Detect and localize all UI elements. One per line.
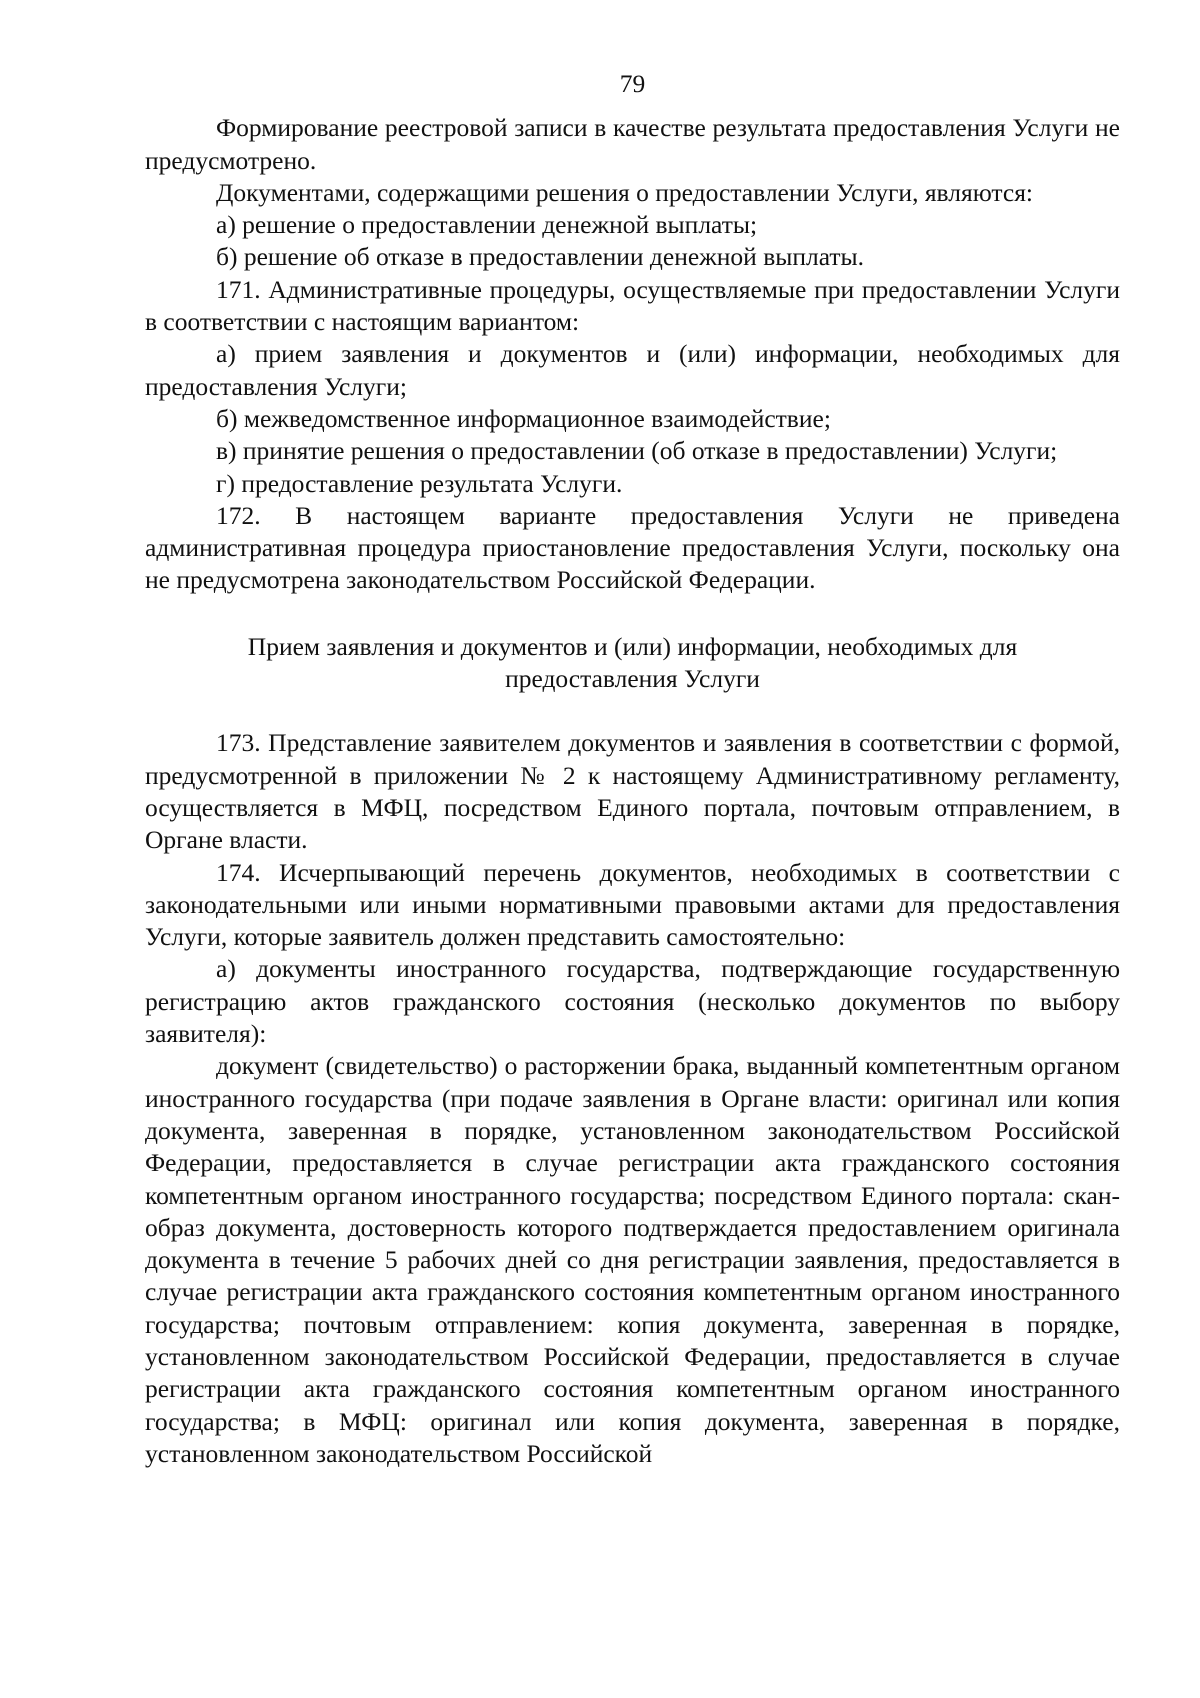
body-bottom <box>145 727 1120 1470</box>
body-top <box>145 112 1120 596</box>
section-heading-line: предоставления Услуги <box>505 664 760 694</box>
section-heading <box>145 631 1120 696</box>
paragraph: Документами, содержащими решения о предоставлении Услуги, являются: <box>216 177 1034 207</box>
paragraph-174: 174. Исчерпывающий перечень документов, необходимых в соответствии с законодательными или иными нормативными правовыми актами для предоставления Услуги, которые заявитель должен представить самостоятельно: <box>145 857 1120 952</box>
page-number: 79 <box>619 69 646 98</box>
paragraph: Формирование реестровой записи в качестве результата предоставления Услуги не предусмотрено. <box>145 113 1120 175</box>
list-item: а) прием заявления и документов и (или) информации, необходимых для предоставления Услуги; <box>145 339 1120 401</box>
section-heading-line: Прием заявления и документов и (или) информации, необходимых для <box>247 631 1018 661</box>
paragraph-171: 171. Административные процедуры, осуществляемые при предоставлении Услуги в соответствии с настоящим вариантом: <box>145 274 1120 337</box>
paragraph: документ (свидетельство) о расторжении брака, выданный компетентным органом иностранного государства (при подаче заявления в Органе власти: оригинал или копия документа, заверенная в порядке, установленном законодательством Российской Федерации, предоставляется в случае регистрации акта гражданского состояния компетентным органом иностранного государства; посредством Единого портала: скан-образ документа, достоверность которого подтверждается предоставлением оригинала документа в течение 5 рабочих дней со дня регистрации заявления, предоставляется в случае регистрации акта гражданского состояния компетентным органом иностранного государства; почтовым отправлением: копия документа, заверенная в порядке, установленном законодательством Российской Федерации, предоставляется в случае регистрации акта гражданского состояния компетентным органом иностранного государства; в МФЦ: оригинал или копия документа, заверенная в порядке, установленном законодательством Российской <box>145 1051 1120 1468</box>
list-item: в) принятие решения о предоставлении (об отказе в предоставлении) Услуги; <box>216 436 1058 466</box>
list-item: б) решение об отказе в предоставлении денежной выплаты. <box>216 242 865 272</box>
paragraph-173: 173. Представление заявителем документов и заявления в соответствии с формой, предусмотренной в приложении № 2 к настоящему Административному регламенту, осуществляется в МФЦ, посредством Единого портала, почтовым отправлением, в Органе власти. <box>145 728 1120 855</box>
list-item: а) документы иностранного государства, подтверждающие государственную регистрацию актов гражданского состояния (несколько документов по выбору заявителя): <box>145 954 1120 1049</box>
list-item: б) межведомственное информационное взаимодействие; <box>216 403 831 433</box>
list-item: г) предоставление результата Услуги. <box>216 468 623 498</box>
list-item: а) решение о предоставлении денежной выплаты; <box>216 210 758 240</box>
paragraph-172: 172. В настоящем варианте предоставления Услуги не приведена административная процедура приостановление предоставления Услуги, поскольку она не предусмотрена законодательством Российской Федерации. <box>145 500 1120 595</box>
